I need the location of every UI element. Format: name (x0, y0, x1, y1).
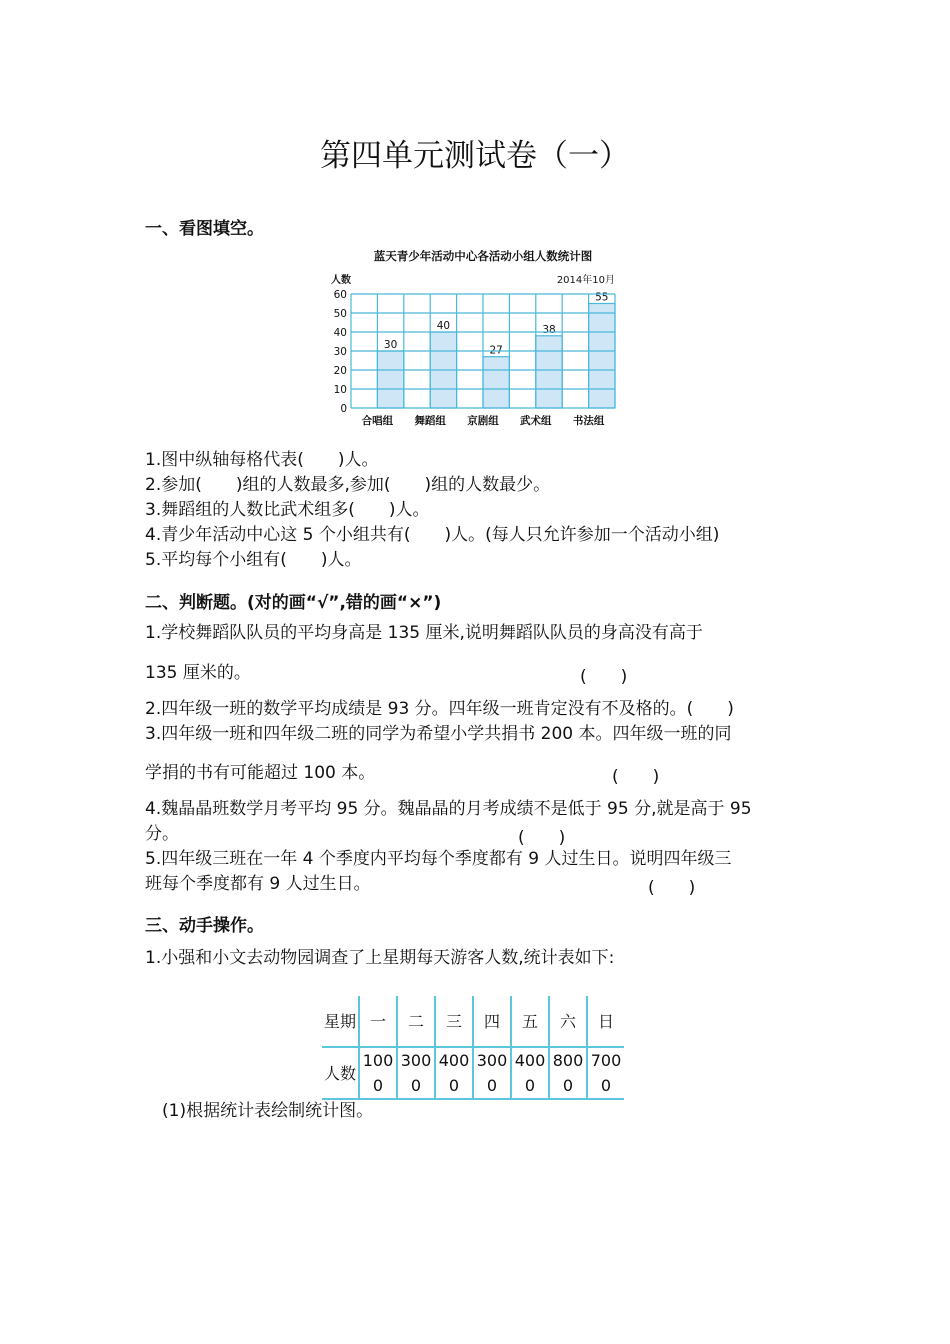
x-tick-label: 武术组 (520, 415, 552, 427)
table-cell: 4000 (435, 1047, 473, 1099)
s2-question-2: 2.四年级一班的数学平均成绩是 93 分。四年级一班肯定没有不及格的。( ) (145, 699, 734, 719)
page-title: 第四单元测试卷（一） (320, 138, 630, 174)
table-cell: 3000 (397, 1047, 435, 1099)
s1-question-5: 5.平均每个小组有( )人。 (145, 550, 362, 570)
table-cell: 二 (397, 996, 435, 1047)
bar-chart (325, 243, 635, 431)
chart-title: 蓝天青少年活动中心各活动小组人数统计图 (373, 249, 593, 263)
s2-question-1-answer: ( ) (580, 667, 628, 687)
s1-question-1: 1.图中纵轴每格代表( )人。 (145, 450, 379, 470)
y-tick-label: 10 (333, 384, 347, 396)
table-cell: 五 (511, 996, 549, 1047)
table-header-cell: 星期 (322, 996, 359, 1047)
bar (483, 357, 509, 408)
table-cell: 1000 (359, 1047, 397, 1099)
y-tick-label: 30 (333, 346, 347, 358)
s2-question-5-line1: 5.四年级三班在一年 4 个季度内平均每个季度都有 9 人过生日。说明四年级三 (145, 849, 732, 869)
bar (377, 351, 403, 408)
table-cell: 3000 (473, 1047, 511, 1099)
y-axis-label: 人数 (331, 275, 351, 286)
table-cell: 六 (549, 996, 587, 1047)
table-cell: 8000 (549, 1047, 587, 1099)
s1-question-2: 2.参加( )组的人数最多,参加( )组的人数最少。 (145, 475, 551, 495)
s2-question-4-line2: 分。 (145, 824, 179, 844)
section1-heading: 一、看图填空。 (145, 219, 264, 239)
bar-value-label: 38 (542, 323, 556, 336)
x-tick-label: 合唱组 (361, 415, 394, 427)
x-tick-label: 京剧组 (467, 415, 499, 427)
s2-question-3-line1: 3.四年级一班和四年级二班的同学为希望小学共捐书 200 本。四年级一班的同 (145, 724, 732, 744)
table-row (322, 996, 624, 1047)
visitor-table (322, 996, 624, 1100)
s2-question-1-line2: 135 厘米的。 (145, 663, 251, 683)
table-cell: 7000 (587, 1047, 624, 1099)
y-tick-label: 0 (340, 403, 347, 415)
s2-question-1-line1: 1.学校舞蹈队队员的平均身高是 135 厘米,说明舞蹈队队员的身高没有高于 (145, 623, 703, 643)
s3-sub-question-1: (1)根据统计表绘制统计图。 (162, 1101, 374, 1121)
s2-question-4-answer: ( ) (518, 828, 566, 848)
table-cell: 四 (473, 996, 511, 1047)
section3-heading: 三、动手操作。 (145, 916, 264, 936)
table-header-cell: 人数 (322, 1047, 359, 1099)
table-cell: 日 (587, 996, 624, 1047)
s1-question-3: 3.舞蹈组的人数比武术组多( )人。 (145, 500, 430, 520)
s2-question-5-line2: 班每个季度都有 9 人过生日。 (145, 874, 371, 894)
bar (589, 304, 615, 409)
s2-question-5-answer: ( ) (648, 878, 696, 898)
section2-heading: 二、判断题。(对的画“√”,错的画“×”) (145, 593, 442, 613)
s2-question-3-line2: 学捐的书有可能超过 100 本。 (145, 763, 376, 783)
table-row (322, 1047, 624, 1099)
table-cell: 三 (435, 996, 473, 1047)
s3-question-1: 1.小强和小文去动物园调查了上星期每天游客人数,统计表如下: (145, 948, 615, 968)
s2-question-4-line1: 4.魏晶晶班数学月考平均 95 分。魏晶晶的月考成绩不是低于 95 分,就是高于 95 (145, 799, 752, 819)
x-tick-label: 舞蹈组 (414, 415, 446, 427)
bar (536, 336, 562, 408)
bar-value-label: 27 (489, 344, 503, 357)
y-tick-label: 40 (333, 327, 347, 339)
bar-value-label: 30 (383, 339, 398, 351)
s2-question-3-answer: ( ) (612, 767, 660, 787)
y-tick-label: 20 (333, 365, 347, 377)
x-tick-label: 书法组 (572, 415, 605, 427)
y-tick-label: 60 (333, 289, 347, 301)
s1-question-4: 4.青少年活动中心这 5 个小组共有( )人。(每人只允许参加一个活动小组) (145, 525, 720, 545)
chart-date-label: 2014年10月 (556, 275, 615, 286)
table-cell: 4000 (511, 1047, 549, 1099)
y-tick-label: 50 (333, 308, 347, 320)
bar-value-label: 40 (436, 320, 451, 332)
bar-value-label: 55 (595, 291, 609, 304)
table-cell: 一 (359, 996, 397, 1047)
